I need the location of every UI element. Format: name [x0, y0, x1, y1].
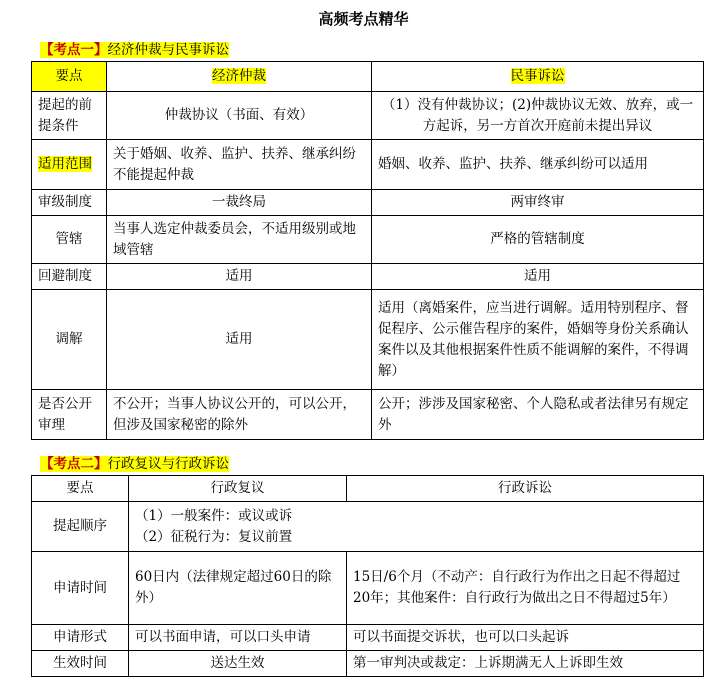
- row-label: 管辖: [32, 216, 107, 264]
- row-cell-arbitration: 一裁终局: [107, 190, 372, 216]
- section2-keypoint: 考点二】: [53, 456, 108, 472]
- header-key-point: 要点: [32, 62, 107, 92]
- section2-heading: [40, 452, 229, 472]
- table-row: [32, 625, 704, 651]
- header-admin-review: 行政复议: [129, 476, 347, 502]
- row-label: 提起的前提条件: [32, 92, 107, 140]
- table-row: [32, 264, 704, 290]
- section1-heading: [40, 38, 229, 58]
- row-cell-admin-review: 可以书面申请，可以口头申请: [129, 625, 347, 651]
- row-cell-civil: 两审终审: [372, 190, 704, 216]
- row-label: 适用范围: [32, 140, 107, 190]
- table-row: [32, 502, 704, 552]
- row-cell-civil: 适用: [372, 264, 704, 290]
- row-label: 回避制度: [32, 264, 107, 290]
- row-cell-civil: 婚姻、收养、监护、扶养、继承纠纷可以适用: [372, 140, 704, 190]
- row-label: 提起顺序: [32, 502, 129, 552]
- row-cell-arbitration: 不公开；当事人协议公开的，可以公开，但涉及国家秘密的除外: [107, 390, 372, 440]
- table-row: [32, 290, 704, 390]
- table-row: [32, 190, 704, 216]
- row-cell-admin-review: 60日内（法律规定超过60日的除外）: [129, 552, 347, 625]
- table-header-row: [32, 62, 704, 92]
- row-cell-civil: 适用（离婚案件，应当进行调解。适用特别程序、督促程序、公示催告程序的案件，婚姻等身份关系确认案件以及其他根据案件性质不能调解的案件，不得调解）: [372, 290, 704, 390]
- section1-keypoint: 考点一】: [53, 42, 108, 58]
- table-row: [32, 92, 704, 140]
- table-header-row: [32, 476, 704, 502]
- row-cell-arbitration: 适用: [107, 264, 372, 290]
- header-economic-arbitration: 经济仲裁: [107, 62, 372, 92]
- header-civil-litigation: 民事诉讼: [372, 62, 704, 92]
- section1-name: 经济仲裁与民事诉讼: [107, 42, 229, 58]
- row-label: 申请时间: [32, 552, 129, 625]
- row-cell-admin-litigation: 15日/6个月（不动产：自行政行为作出之日起不得超过20年；其他案件：自行政行为做出之日不得超过5年）: [347, 552, 704, 625]
- row-label: 调解: [32, 290, 107, 390]
- section2-bracket: 【: [40, 456, 54, 472]
- row-cell-merged: [129, 502, 704, 552]
- page-title: 高频考点精华: [318, 10, 409, 28]
- table-row: [32, 552, 704, 625]
- header-admin-litigation: 行政诉讼: [347, 476, 704, 502]
- row-cell-admin-litigation: 第一审判决或裁定：上诉期满无人上诉即生效: [347, 651, 704, 677]
- table-row: [32, 140, 704, 190]
- table-admin-review-vs-litigation: [31, 475, 704, 677]
- order-line-1: （1）一般案件：或议或诉: [135, 507, 293, 524]
- table-row: [32, 216, 704, 264]
- row-cell-arbitration: 适用: [107, 290, 372, 390]
- row-cell-arbitration: 当事人选定仲裁委员会，不适用级别或地域管辖: [107, 216, 372, 264]
- table-row: [32, 390, 704, 440]
- row-label: 是否公开审理: [32, 390, 107, 440]
- row-cell-civil: 公开；涉涉及国家秘密、个人隐私或者法律另有规定外: [372, 390, 704, 440]
- table-row: [32, 651, 704, 677]
- section2-name: 行政复议与行政诉讼: [107, 456, 229, 472]
- row-cell-arbitration: 仲裁协议（书面、有效）: [107, 92, 372, 140]
- row-label: 申请形式: [32, 625, 129, 651]
- section1-bracket: 【: [40, 42, 54, 58]
- header-key-point: 要点: [32, 476, 129, 502]
- row-cell-civil: （1）没有仲裁协议；(2)仲裁协议无效、放弃，或一方起诉，另一方首次开庭前未提出异议: [372, 92, 704, 140]
- row-cell-admin-review: 送达生效: [129, 651, 347, 677]
- row-label: 审级制度: [32, 190, 107, 216]
- row-cell-civil: 严格的管辖制度: [372, 216, 704, 264]
- row-cell-admin-litigation: 可以书面提交诉状，也可以口头起诉: [347, 625, 704, 651]
- row-label: 生效时间: [32, 651, 129, 677]
- row-cell-arbitration: 关于婚姻、收养、监护、扶养、继承纠纷不能提起仲裁: [107, 140, 372, 190]
- order-line-2: （2）征税行为：复议前置: [135, 528, 293, 545]
- table-arbitration-vs-civil: [31, 61, 704, 440]
